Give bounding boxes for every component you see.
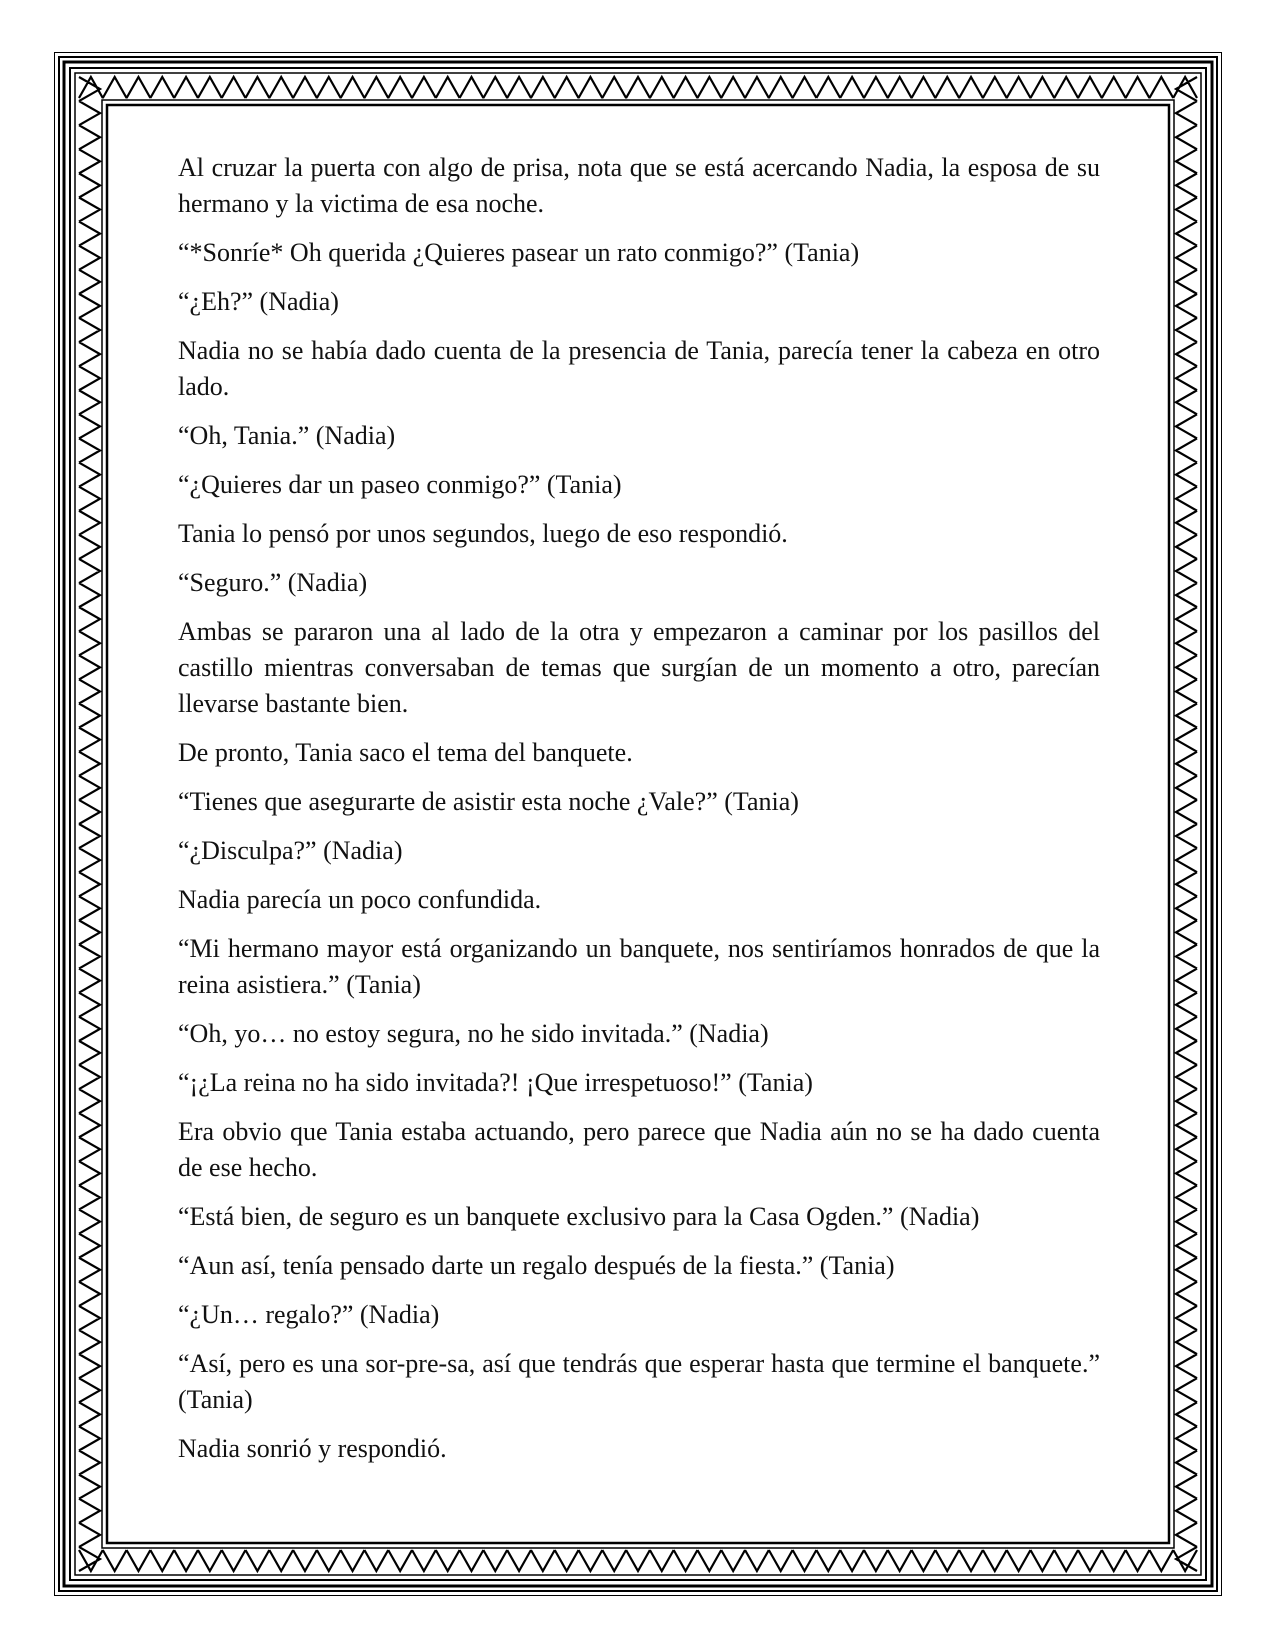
paragraph: “Oh, yo… no estoy segura, no he sido invitada.” (Nadia) — [178, 1019, 769, 1048]
paragraph: “Aun así, tenía pensado darte un regalo después de la fiesta.” (Tania) — [178, 1251, 895, 1280]
paragraph: “Oh, Tania.” (Nadia) — [178, 421, 396, 450]
paragraph: “¿Disculpa?” (Nadia) — [178, 836, 403, 865]
story-text — [178, 150, 1100, 1480]
paragraph: “¿Quieres dar un paseo conmigo?” (Tania) — [178, 470, 622, 499]
paragraph: Nadia no se había dado cuenta de la presencia de Tania, parecía tener la cabeza en otro lado. — [178, 336, 1100, 401]
paragraph: Nadia parecía un poco confundida. — [178, 885, 542, 914]
paragraph: Ambas se pararon una al lado de la otra y empezaron a caminar por los pasillos del castillo mientras conversaban de temas que surgían de un momento a otro, parecían llevarse bastante bien. — [178, 617, 1100, 718]
paragraph: De pronto, Tania saco el tema del banquete. — [178, 738, 633, 767]
paragraph: Tania lo pensó por unos segundos, luego de eso respondió. — [178, 519, 788, 548]
paragraph: Nadia sonrió y respondió. — [178, 1434, 447, 1463]
paragraph: Al cruzar la puerta con algo de prisa, nota que se está acercando Nadia, la esposa de su hermano y la victima de esa noche. — [178, 153, 1100, 218]
paragraph: “Está bien, de seguro es un banquete exclusivo para la Casa Ogden.” (Nadia) — [178, 1202, 980, 1231]
paragraph: “Seguro.” (Nadia) — [178, 568, 368, 597]
paragraph: “*Sonríe* Oh querida ¿Quieres pasear un rato conmigo?” (Tania) — [178, 238, 860, 267]
paragraph: Era obvio que Tania estaba actuando, pero parece que Nadia aún no se ha dado cuenta de ese hecho. — [178, 1117, 1100, 1182]
paragraph: “Tienes que asegurarte de asistir esta noche ¿Vale?” (Tania) — [178, 787, 799, 816]
paragraph: “¡¿La reina no ha sido invitada?! ¡Que irrespetuoso!” (Tania) — [178, 1068, 813, 1097]
paragraph: “Mi hermano mayor está organizando un banquete, nos sentiríamos honrados de que la reina asistiera.” (Tania) — [178, 934, 1100, 999]
paragraph: “Así, pero es una sor-pre-sa, así que tendrás que esperar hasta que termine el banquete.” (Tania) — [178, 1349, 1100, 1414]
paragraph: “¿Un… regalo?” (Nadia) — [178, 1300, 440, 1329]
paragraph: “¿Eh?” (Nadia) — [178, 287, 339, 316]
